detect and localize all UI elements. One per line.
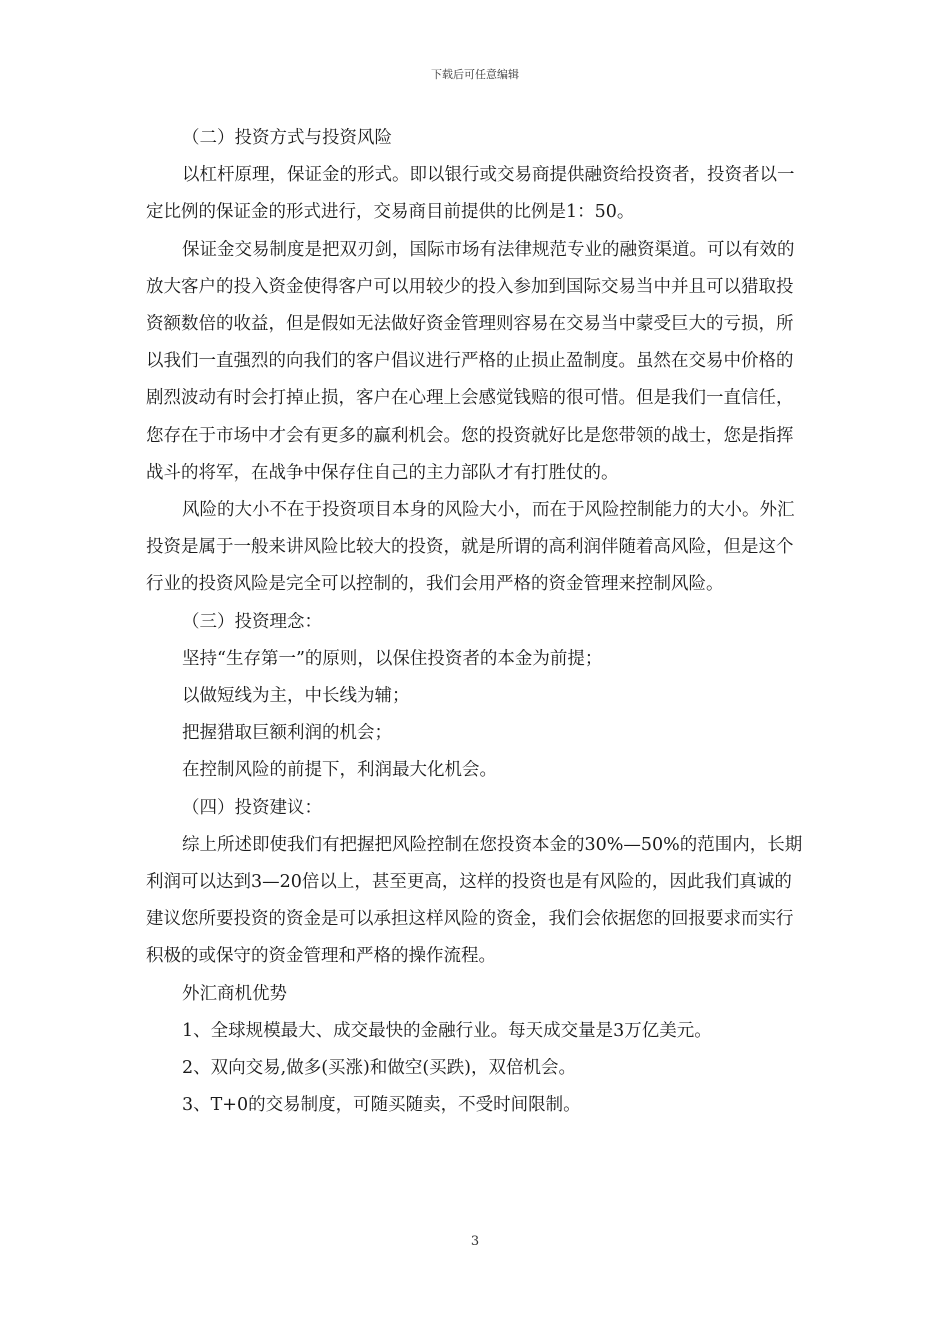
- section-heading-4: （四）投资建议：: [182, 797, 322, 818]
- page-header: 下载后可任意编辑: [431, 68, 519, 81]
- list-item: 3、T+0的交易制度，可随买随卖，不受时间限制。: [182, 1095, 581, 1116]
- paragraph: 综上所述即使我们有把握把风险控制在您投资本金的30%—50%的范围内，长期利润可以达到3—20倍以上，甚至更高，这样的投资也是有风险的，因此我们真诚的建议您所要投资的资金是可以承担这样风险的资金，我们会依据您的回报要求而实行积极的或保守的资金管理和严格的操作流程。: [146, 834, 803, 967]
- list-item: 以做短线为主，中长线为辅；: [182, 686, 410, 707]
- section-heading-2: （二）投资方式与投资风险: [182, 128, 392, 148]
- list-item: 1、全球规模最大、成交最快的金融行业。每天成交量是3万亿美元。: [182, 1020, 712, 1041]
- list-item: 2、双向交易,做多(买涨)和做空(买跌)，双倍机会。: [182, 1058, 577, 1079]
- list-item: 把握猎取巨额利润的机会；: [182, 723, 392, 744]
- page-number: 3: [470, 1234, 480, 1249]
- document-body: [146, 120, 806, 1124]
- paragraph: 以杠杆原理，保证金的形式。即以银行或交易商提供融资给投资者，投资者以一定比例的保证金的形式进行，交易商目前提供的比例是1：50。: [146, 165, 795, 223]
- advantages-heading: 外汇商机优势: [182, 983, 287, 1004]
- section-heading-3: （三）投资理念：: [182, 611, 322, 632]
- paragraph: 风险的大小不在于投资项目本身的风险大小，而在于风险控制能力的大小。外汇投资是属于一般来讲风险比较大的投资，就是所谓的高利润伴随着高风险，但是这个行业的投资风险是完全可以控制的，我们会用严格的资金管理来控制风险。: [146, 500, 795, 595]
- paragraph: 保证金交易制度是把双刃剑，国际市场有法律规范专业的融资渠道。可以有效的放大客户的投入资金使得客户可以用较少的投入参加到国际交易当中并且可以猎取投资额数倍的收益，但是假如无法做好资金管理则容易在交易当中蒙受巨大的亏损，所以我们一直强烈的向我们的客户倡议进行严格的止损止盈制度。虽然在交易中价格的剧烈波动有时会打掉止损，客户在心理上会感觉钱赔的很可惜。但是我们一直信任，您存在于市场中才会有更多的赢利机会。您的投资就好比是您带领的战士，您是指挥战斗的将军，在战争中保存住自己的主力部队才有打胜仗的。: [146, 239, 795, 483]
- list-item: 坚持“生存第一”的原则，以保住投资者的本金为前提；: [182, 648, 603, 669]
- list-item: 在控制风险的前提下，利润最大化机会。: [182, 760, 497, 781]
